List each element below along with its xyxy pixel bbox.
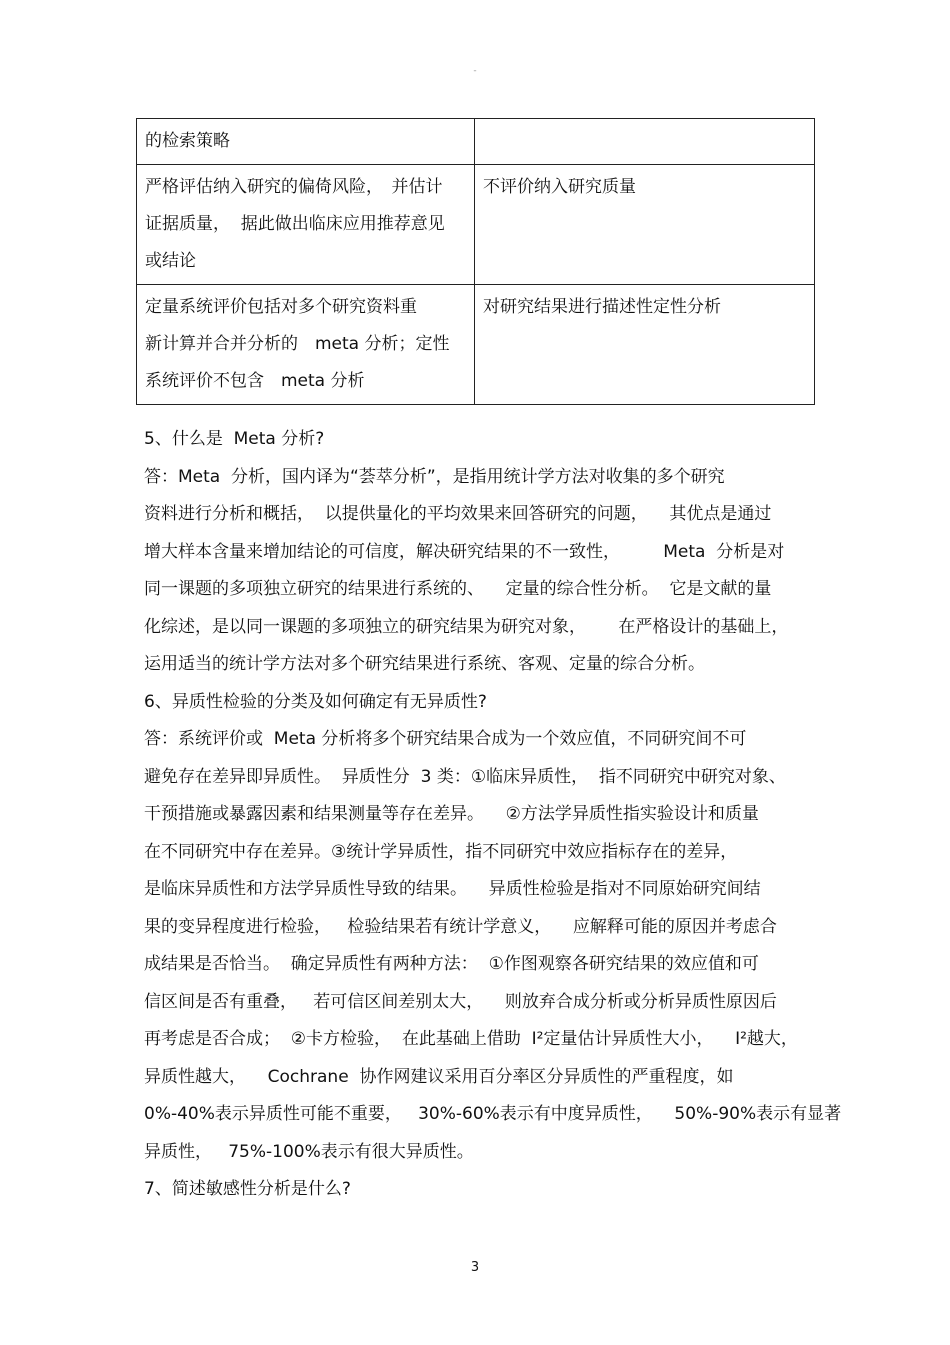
paragraph-line: 化综述，是以同一课题的多项独立的研究结果为研究对象， 在严格设计的基础上， (144, 616, 789, 637)
table-cell-right (475, 165, 815, 285)
paragraph-line: 资料进行分析和概括， 以提供量化的平均效果来回答研究的问题， 其优点是通过 (144, 504, 772, 524)
paragraph-line: 干预措施或暴露因素和结果测量等存在差异。 ②方法学异质性指实验设计和质量 (144, 804, 759, 824)
table-cell-right (475, 119, 815, 165)
cell-line: 证据质量， 据此做出临床应用推荐意见 (145, 214, 445, 234)
cell-line: 定量系统评价包括对多个研究资料重 (145, 297, 417, 317)
paragraph-line: 避免存在差异即异质性。 异质性分 3 类：①临床异质性， 指不同研究中研究对象、 (144, 766, 786, 787)
paragraph-line: 再考虑是否合成； ②卡方检验， 在此基础上借助 I²定量估计异质性大小， I²越大， (144, 1029, 798, 1049)
question-heading: 5、什么是 Meta 分析? (144, 429, 325, 449)
paragraph-line: 异质性越大， Cochrane 协作网建议采用百分率区分异质性的严重程度，如 (144, 1066, 734, 1087)
paragraph-line: 0%-40%表示异质性可能不重要， 30%-60%表示有中度异质性， 50%-90%表示有显著 (144, 1104, 842, 1124)
page-number: 3 (470, 1260, 480, 1275)
question-heading: 7、简述敏感性分析是什么? (144, 1179, 351, 1199)
paragraph-line: 果的变异程度进行检验， 检验结果若有统计学意义， 应解释可能的原因并考虑合 (144, 916, 777, 937)
table-cell-right (475, 285, 815, 405)
paragraph-line: 是临床异质性和方法学异质性导致的结果。 异质性检验是指对不同原始研究间结 (144, 879, 761, 899)
paragraph-line: 答：系统评价或 Meta 分析将多个研究结果合成为一个效应值，不同研究间不可 (144, 729, 747, 749)
table-row (137, 119, 815, 165)
paragraph-line: 同一课题的多项独立研究的结果进行系统的、 定量的综合性分析。 它是文献的量 (144, 579, 772, 599)
cell-line: 系统评价不包含 meta 分析 (145, 371, 365, 391)
paragraph-line: 在不同研究中存在差异。③统计学异质性，指不同研究中效应指标存在的差异， (144, 841, 738, 862)
table-cell-left (137, 165, 475, 285)
cell-line: 的检索策略 (145, 131, 230, 151)
cell-line: 对研究结果进行描述性定性分析 (483, 297, 721, 317)
cell-line: 不评价纳入研究质量 (483, 177, 636, 197)
paragraph-line: 异质性， 75%-100%表示有很大异质性。 (144, 1141, 474, 1162)
cell-line: 严格评估纳入研究的偏倚风险， 并估计 (145, 177, 443, 197)
paragraph-line: 成结果是否恰当。 确定异质性有两种方法： ①作图观察各研究结果的效应值和可 (144, 954, 759, 974)
table-row (137, 165, 815, 285)
paragraph-line: 运用适当的统计学方法对多个研究结果进行系统、客观、定量的综合分析。 (144, 654, 705, 674)
comparison-table (136, 118, 815, 405)
table-row (137, 285, 815, 405)
body-text (144, 421, 842, 1209)
paragraph-line: 增大样本含量来增加结论的可信度，解决研究结果的不一致性， Meta 分析是对 (144, 541, 785, 562)
cell-line: 新计算并合并分析的 meta 分析；定性 (145, 334, 450, 354)
paragraph-line: 答：Meta 分析，国内译为“荟萃分析”，是指用统计学方法对收集的多个研究 (144, 466, 725, 487)
table-cell-left (137, 119, 475, 165)
cell-line: 或结论 (145, 251, 196, 271)
question-heading: 6、异质性检验的分类及如何确定有无异质性? (144, 691, 487, 712)
table-cell-left (137, 285, 475, 405)
header-mark: - (473, 66, 477, 76)
paragraph-line: 信区间是否有重叠， 若可信区间差别太大， 则放弃合成分析或分析异质性原因后 (144, 991, 777, 1012)
